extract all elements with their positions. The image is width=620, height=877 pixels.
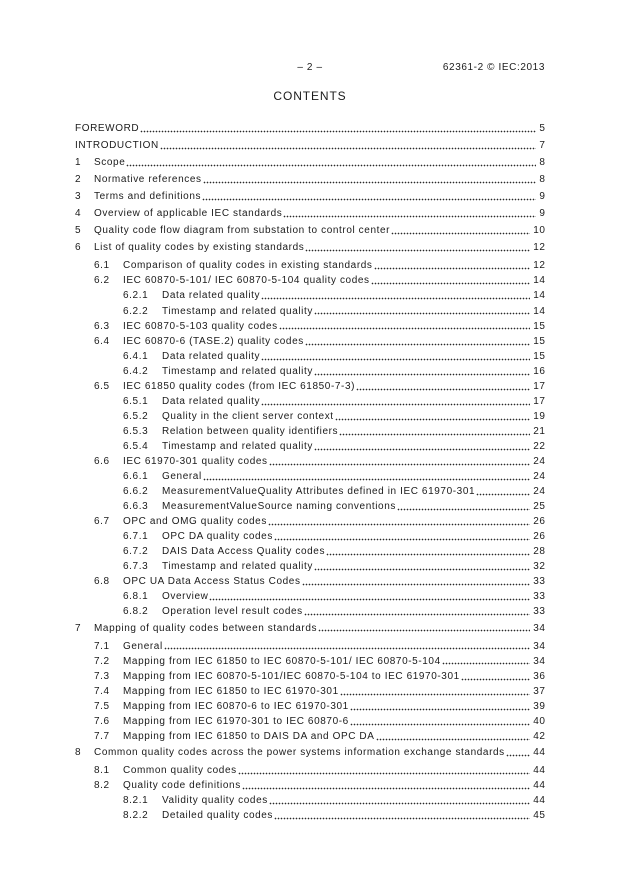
toc-entry-title: OPC and OMG quality codes — [123, 516, 267, 528]
toc-entry-title: General — [123, 640, 163, 652]
toc-entry-page: 12 — [533, 260, 546, 272]
toc-entry-number: 7.1 — [94, 640, 110, 652]
toc-entry[interactable] — [75, 319, 545, 334]
toc-entry[interactable] — [75, 574, 545, 589]
toc-dot-leader — [274, 808, 530, 823]
toc-entry-title: Timestamp and related quality — [162, 305, 313, 317]
toc-entry[interactable] — [75, 349, 545, 364]
toc-entry[interactable] — [75, 138, 545, 153]
toc-entry-number: 8.1 — [94, 764, 110, 776]
toc-dot-leader — [269, 454, 531, 469]
toc-entry-number: 7 — [75, 622, 82, 634]
toc-entry-number: 6.2.2 — [123, 305, 149, 317]
toc-entry[interactable] — [75, 288, 545, 303]
toc-entry-page: 34 — [533, 622, 546, 634]
toc-entry-title: Scope — [94, 157, 126, 169]
toc-entry[interactable] — [75, 172, 545, 187]
toc-entry-title: Mapping from IEC 60870-5-101/IEC 60870-5-104 to IEC 61970-301 — [123, 670, 460, 682]
toc-entry[interactable] — [75, 240, 545, 255]
toc-entry-title: Mapping from IEC 61850 to IEC 61970-301 — [123, 685, 339, 697]
toc-entry-title: Operation level result codes — [162, 606, 303, 618]
toc-entry-title: Mapping from IEC 60870-6 to IEC 61970-301 — [123, 700, 349, 712]
toc-entry[interactable] — [75, 424, 545, 439]
toc-entry-page: 44 — [533, 746, 546, 758]
toc-dot-leader — [461, 669, 530, 684]
toc-entry-page: 10 — [533, 225, 546, 237]
toc-entry-number: 7.2 — [94, 655, 110, 667]
toc-entry-number: 6.2 — [94, 275, 110, 287]
toc-entry[interactable] — [75, 729, 545, 744]
toc-entry-title: FOREWORD — [75, 123, 140, 134]
toc-entry-page: 26 — [533, 516, 546, 528]
toc-dot-leader — [283, 206, 536, 221]
toc-dot-leader — [209, 589, 530, 604]
toc-entry-number: 8.2.2 — [123, 810, 149, 822]
toc-entry-number: 6.8.1 — [123, 591, 149, 603]
toc-entry-number: 6.7.3 — [123, 561, 149, 573]
toc-entry[interactable] — [75, 189, 545, 204]
toc-entry-title: Validity quality codes — [162, 795, 268, 807]
toc-entry-page: 44 — [533, 795, 546, 807]
toc-entry-number: 6.5.2 — [123, 410, 149, 422]
toc-entry-number: 4 — [75, 208, 82, 220]
toc-dot-leader — [335, 409, 531, 424]
toc-entry-title: OPC UA Data Access Status Codes — [123, 576, 301, 588]
toc-entry-number: 6.5 — [94, 380, 110, 392]
toc-entry-page: 44 — [533, 779, 546, 791]
toc-entry[interactable] — [75, 699, 545, 714]
toc-entry-page: 33 — [533, 576, 546, 588]
toc-entry[interactable] — [75, 604, 545, 619]
toc-entry-page: 33 — [533, 591, 546, 603]
toc-entry-page: 15 — [533, 350, 546, 362]
toc-entry-page: 7 — [539, 140, 546, 152]
toc-entry[interactable] — [75, 223, 545, 238]
toc-entry-title: Mapping from IEC 61970-301 to IEC 60870-6 — [123, 715, 349, 727]
toc-entry-title: IEC 61970-301 quality codes — [123, 455, 268, 467]
toc-entry[interactable] — [75, 763, 545, 778]
toc-entry-title: Quality code flow diagram from substation to control center — [94, 225, 391, 237]
toc-entry-title: Quality code definitions — [123, 779, 241, 791]
toc-entry[interactable] — [75, 808, 545, 823]
toc-entry-number: 7.6 — [94, 715, 110, 727]
toc-entry[interactable] — [75, 454, 545, 469]
toc-entry[interactable] — [75, 439, 545, 454]
toc-entry-page: 39 — [533, 700, 546, 712]
toc-entry-page: 34 — [533, 655, 546, 667]
toc-dot-leader — [126, 155, 536, 170]
toc-dot-leader — [314, 559, 530, 574]
toc-dot-leader — [302, 574, 531, 589]
toc-entry-number: 8.2.1 — [123, 795, 149, 807]
toc-entry[interactable] — [75, 304, 545, 319]
toc-dot-leader — [340, 684, 531, 699]
toc-entry-number: 6.8.2 — [123, 606, 149, 618]
header-document-reference: 62361-2 © IEC:2013 — [442, 62, 545, 73]
toc-entry[interactable] — [75, 484, 545, 499]
toc-entry-page: 9 — [539, 191, 546, 203]
toc-entry-number: 6 — [75, 242, 82, 254]
toc-entry-title: List of quality codes by existing standards — [94, 242, 305, 254]
toc-entry-number: 8.2 — [94, 779, 110, 791]
toc-entry-page: 19 — [533, 410, 546, 422]
toc-entry[interactable] — [75, 379, 545, 394]
toc-entry-title: Data related quality — [162, 395, 261, 407]
toc-entry-number: 6.4 — [94, 335, 110, 347]
toc-dot-leader — [274, 529, 530, 544]
toc-entry-number: 6.6.2 — [123, 486, 149, 498]
toc-dot-leader — [326, 544, 530, 559]
toc-entry-number: 7.3 — [94, 670, 110, 682]
toc-entry-page: 15 — [533, 335, 546, 347]
toc-dot-leader — [261, 288, 530, 303]
toc-entry-title: Quality in the client server context — [162, 410, 334, 422]
toc-entry-page: 24 — [533, 471, 546, 483]
toc-entry-page: 14 — [533, 305, 546, 317]
toc-dot-leader — [314, 439, 530, 454]
toc-entry-title: Relation between quality identifiers — [162, 425, 339, 437]
toc-entry-title: MeasurementValueQuality Attributes defined in IEC 61970-301 — [162, 486, 476, 498]
toc-dot-leader — [203, 469, 530, 484]
toc-entry-title: Data related quality — [162, 350, 261, 362]
toc-entry-page: 15 — [533, 320, 546, 332]
toc-entry-title: IEC 60870-5-103 quality codes — [123, 320, 278, 332]
toc-dot-leader — [314, 304, 530, 319]
toc-dot-leader — [371, 273, 531, 288]
toc-dot-leader — [442, 654, 531, 669]
toc-entry[interactable] — [75, 778, 545, 793]
toc-entry-title: INTRODUCTION — [75, 140, 159, 152]
toc-entry-title: OPC DA quality codes — [162, 531, 273, 543]
toc-entry[interactable] — [75, 121, 545, 136]
toc-dot-leader — [305, 240, 530, 255]
toc-entry[interactable] — [75, 714, 545, 729]
toc-entry-page: 5 — [539, 123, 546, 134]
toc-entry-page: 44 — [533, 764, 546, 776]
toc-entry-title: Common quality codes — [123, 764, 237, 776]
table-of-contents — [75, 121, 545, 823]
toc-entry[interactable] — [75, 364, 545, 379]
toc-entry[interactable] — [75, 793, 545, 808]
toc-entry-title: MeasurementValueSource naming conventions — [162, 501, 396, 513]
toc-entry-number: 6.5.1 — [123, 395, 149, 407]
toc-entry-number: 1 — [75, 157, 82, 169]
toc-entry-page: 16 — [533, 365, 546, 377]
toc-entry-page: 9 — [539, 208, 546, 220]
toc-entry-page: 8 — [539, 174, 546, 186]
toc-entry-page: 42 — [533, 730, 546, 742]
toc-entry-page: 32 — [533, 561, 546, 573]
toc-entry-page: 8 — [539, 157, 546, 169]
toc-dot-leader — [397, 499, 530, 514]
toc-entry-number: 7.7 — [94, 730, 110, 742]
toc-dot-leader — [242, 778, 530, 793]
toc-entry-page: 14 — [533, 275, 546, 287]
toc-entry[interactable] — [75, 654, 545, 669]
toc-entry-number: 6.5.4 — [123, 440, 149, 452]
toc-entry-title: IEC 60870-5-101/ IEC 60870-5-104 quality codes — [123, 275, 370, 287]
toc-dot-leader — [350, 699, 530, 714]
toc-entry[interactable] — [75, 589, 545, 604]
toc-dot-leader — [160, 138, 537, 153]
toc-dot-leader — [391, 223, 530, 238]
toc-dot-leader — [164, 639, 530, 654]
toc-entry-page: 17 — [533, 395, 546, 407]
toc-entry-title: IEC 60870-6 (TASE.2) quality codes — [123, 335, 304, 347]
toc-entry-page: 40 — [533, 715, 546, 727]
toc-entry[interactable] — [75, 409, 545, 424]
toc-dot-leader — [476, 484, 530, 499]
toc-entry-number: 6.6.3 — [123, 501, 149, 513]
toc-entry-number: 8 — [75, 746, 82, 758]
toc-entry[interactable] — [75, 334, 545, 349]
toc-entry-number: 5 — [75, 225, 82, 237]
toc-dot-leader — [238, 763, 531, 778]
toc-entry-page: 37 — [533, 685, 546, 697]
toc-entry-page: 12 — [533, 242, 546, 254]
toc-entry-title: Detailed quality codes — [162, 810, 274, 822]
toc-entry[interactable] — [75, 529, 545, 544]
toc-entry-number: 6.2.1 — [123, 290, 149, 302]
toc-entry-page: 34 — [533, 640, 546, 652]
toc-dot-leader — [269, 793, 530, 808]
toc-entry-number: 7.4 — [94, 685, 110, 697]
toc-entry[interactable] — [75, 745, 545, 760]
toc-entry-title: Overview — [162, 591, 209, 603]
toc-entry-number: 2 — [75, 174, 82, 186]
toc-entry-title: General — [162, 471, 202, 483]
toc-entry-title: DAIS Data Access Quality codes — [162, 546, 326, 558]
toc-entry-title: Mapping from IEC 61850 to DAIS DA and OPC DA — [123, 730, 375, 742]
toc-entry[interactable] — [75, 559, 545, 574]
toc-entry-title: Comparison of quality codes in existing standards — [123, 260, 373, 272]
toc-dot-leader — [374, 258, 531, 273]
toc-entry-page: 24 — [533, 486, 546, 498]
toc-dot-leader — [268, 514, 530, 529]
toc-dot-leader — [305, 334, 530, 349]
toc-entry[interactable] — [75, 273, 545, 288]
toc-dot-leader — [376, 729, 531, 744]
toc-entry-page: 24 — [533, 455, 546, 467]
toc-entry-page: 14 — [533, 290, 546, 302]
toc-entry-number: 6.5.3 — [123, 425, 149, 437]
toc-dot-leader — [140, 121, 536, 136]
toc-entry-title: Mapping from IEC 61850 to IEC 60870-5-101/ IEC 60870-5-104 — [123, 655, 441, 667]
contents-title: CONTENTS — [273, 89, 347, 103]
toc-entry-number: 6.4.1 — [123, 350, 149, 362]
toc-dot-leader — [304, 604, 531, 619]
toc-entry-number: 6.8 — [94, 576, 110, 588]
toc-entry-page: 28 — [533, 546, 546, 558]
toc-entry-page: 45 — [533, 810, 546, 822]
toc-entry-page: 33 — [533, 606, 546, 618]
toc-dot-leader — [318, 621, 530, 636]
toc-dot-leader — [506, 745, 530, 760]
toc-entry-number: 6.7 — [94, 516, 110, 528]
toc-entry[interactable] — [75, 684, 545, 699]
toc-entry[interactable] — [75, 155, 545, 170]
toc-entry-title: Timestamp and related quality — [162, 561, 313, 573]
toc-dot-leader — [350, 714, 530, 729]
toc-entry-title: IEC 61850 quality codes (from IEC 61850-7-3) — [123, 380, 356, 392]
toc-entry-number: 6.6.1 — [123, 471, 149, 483]
toc-entry-page: 21 — [533, 425, 546, 437]
toc-entry-title: Common quality codes across the power systems information exchange standards — [94, 746, 505, 758]
toc-entry-title: Timestamp and related quality — [162, 440, 313, 452]
header-page-number: – 2 – — [297, 62, 323, 73]
toc-entry-title: Timestamp and related quality — [162, 365, 313, 377]
toc-entry[interactable] — [75, 514, 545, 529]
toc-entry-page: 17 — [533, 380, 546, 392]
toc-entry[interactable] — [75, 544, 545, 559]
toc-dot-leader — [314, 364, 530, 379]
toc-entry-title: Overview of applicable IEC standards — [94, 208, 283, 220]
toc-entry-number: 6.3 — [94, 320, 110, 332]
toc-entry-number: 7.5 — [94, 700, 110, 712]
toc-entry-page: 26 — [533, 531, 546, 543]
toc-entry[interactable] — [75, 639, 545, 654]
toc-entry[interactable] — [75, 669, 545, 684]
toc-entry-number: 6.1 — [94, 260, 110, 272]
toc-entry-number: 3 — [75, 191, 82, 203]
toc-dot-leader — [356, 379, 530, 394]
toc-entry[interactable] — [75, 621, 545, 636]
toc-dot-leader — [261, 394, 530, 409]
toc-dot-leader — [339, 424, 530, 439]
toc-entry-title: Data related quality — [162, 290, 261, 302]
toc-dot-leader — [261, 349, 530, 364]
toc-entry[interactable] — [75, 258, 545, 273]
toc-dot-leader — [202, 189, 536, 204]
toc-entry-number: 6.7.2 — [123, 546, 149, 558]
toc-entry-page: 25 — [533, 501, 546, 513]
toc-entry-title: Terms and definitions — [94, 191, 202, 203]
toc-entry[interactable] — [75, 499, 545, 514]
toc-entry-title: Normative references — [94, 174, 202, 186]
toc-entry[interactable] — [75, 206, 545, 221]
toc-entry-page: 36 — [533, 670, 546, 682]
toc-entry-title: Mapping of quality codes between standards — [94, 622, 318, 634]
toc-dot-leader — [203, 172, 537, 187]
toc-entry-number: 6.6 — [94, 455, 110, 467]
toc-entry-number: 6.4.2 — [123, 365, 149, 377]
toc-entry-number: 6.7.1 — [123, 531, 149, 543]
toc-entry[interactable] — [75, 469, 545, 484]
toc-dot-leader — [279, 319, 531, 334]
toc-entry[interactable] — [75, 394, 545, 409]
toc-entry-page: 22 — [533, 440, 546, 452]
